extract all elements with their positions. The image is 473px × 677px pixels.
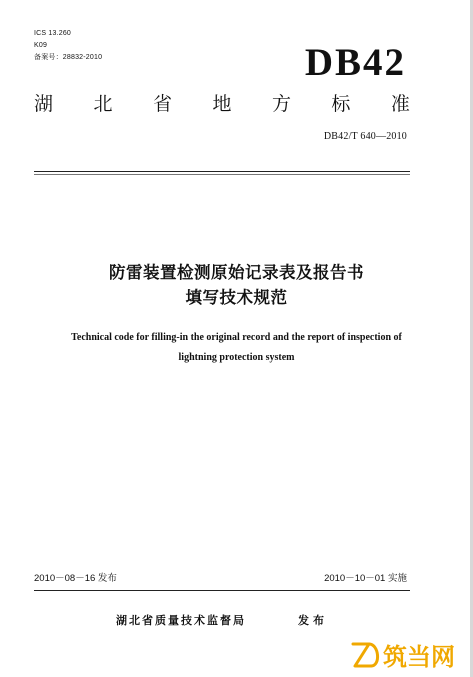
chinese-title-line-2: 填写技术规范 [185,288,288,307]
heading-char: 地 [212,93,232,115]
heading-char: 北 [93,93,113,115]
ics-code: ICS 13.260 [34,30,72,37]
implementation-date: 2010－10－01 实施 [324,573,407,584]
filing-number: 备案号：28832-2010 [34,54,103,61]
english-title-line-2: lightning protection system [178,352,295,363]
heading-char: 标 [331,93,351,115]
classification-code: K09 [34,42,48,49]
standard-number: DB42/T 640—2010 [323,131,407,142]
top-divider [34,171,410,172]
heading-char: 方 [271,93,291,115]
heading-char: 准 [390,93,410,115]
heading-char: 湖 [34,93,54,115]
watermark-text: 筑当网 [383,643,455,671]
chinese-title [0,260,473,310]
province-standard-heading [34,93,410,115]
english-title-line-1: Technical code for filling-in the original record and the report of inspection of [71,332,402,343]
issuing-action: 发布 [298,614,328,627]
db-code-mark: DB42 [304,41,406,84]
zhudang-logo-icon [349,638,469,672]
chinese-title-line-1: 防雷装置检测原始记录表及报告书 [109,263,364,282]
bottom-divider [34,590,410,591]
top-divider-thin [34,174,410,175]
issuing-authority: 湖北省质量技术监督局 [116,614,246,627]
english-title [0,328,473,368]
issue-date: 2010－08－16 发布 [34,573,117,584]
heading-char: 省 [152,93,172,115]
